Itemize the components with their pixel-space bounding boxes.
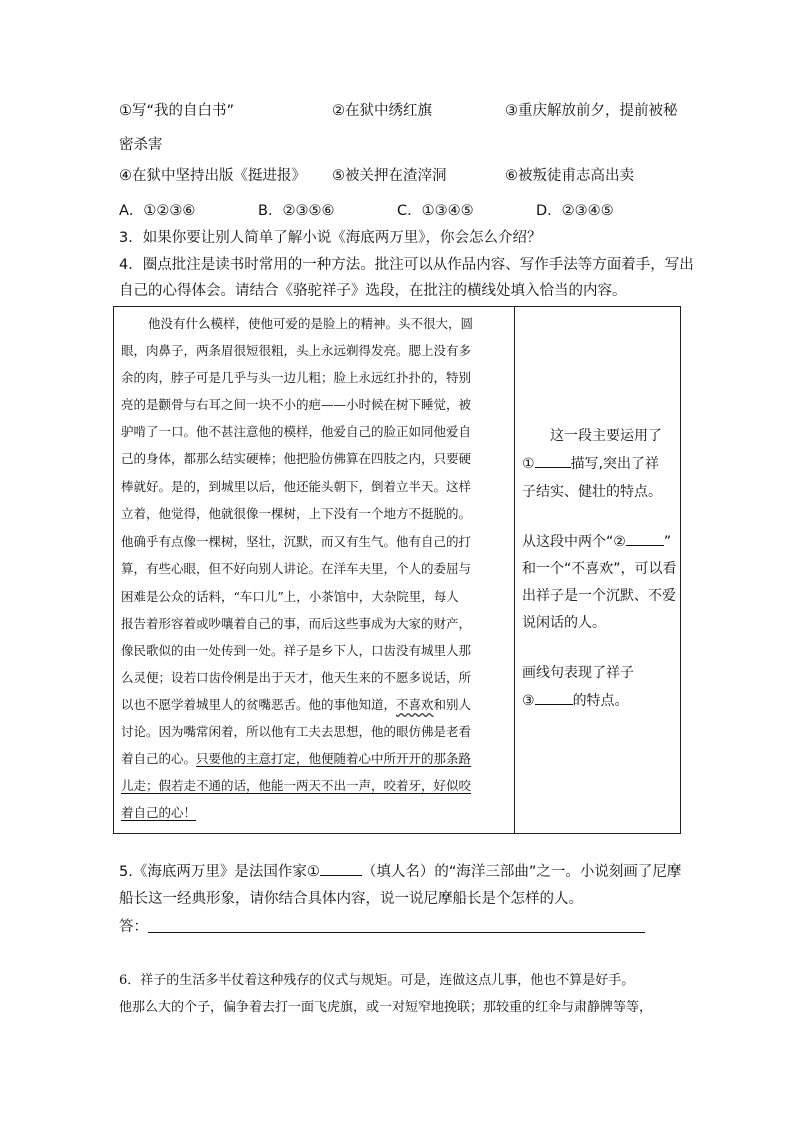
annotation-2-line-3: 出祥子是一个沉默、不爱 xyxy=(522,588,676,604)
passage-line: 亮的是颧骨与右耳之间一块不小的疤——小时候在树下睡觉，被 xyxy=(121,397,472,412)
question-5-line-1 xyxy=(119,860,681,881)
annotation-3-line-1: 画线句表现了祥子 xyxy=(522,665,634,681)
option-6: ⑥被叛徒甫志高出卖 xyxy=(505,168,634,184)
question-text: 5.《海底两万里》是法国作家① xyxy=(119,864,320,880)
passage-line: 驴啃了一口。他不甚注意他的模样，他爱自己的脸正如同他爱自 xyxy=(121,424,472,439)
option-2: ②在狱中绣红旗 xyxy=(332,103,432,119)
question-text: （填人名）的“海洋三部曲”之一。小说刻画了尼摩 xyxy=(361,864,682,880)
passage-text: 着自己的心。 xyxy=(121,751,197,766)
question-4-line-2: 自己的心得体会。请结合《骆驼祥子》选段，在批注的横线处填入恰当的内容。 xyxy=(119,283,627,299)
choice-a: A．①②③⑥ xyxy=(119,203,196,219)
annotation-text: 从这段中两个“② xyxy=(522,534,626,550)
answer-label: 答： xyxy=(119,919,148,935)
annotation-1-line-2 xyxy=(522,453,659,473)
choice-d: D．②③④⑤ xyxy=(536,203,614,219)
annotation-1-line-3: 子结实、健壮的特点。 xyxy=(522,484,662,500)
underlined-sentence: 只要他的主意打定，他便随着心中所开开的那条路 xyxy=(196,751,472,766)
blank-3[interactable] xyxy=(535,690,573,705)
answer-line[interactable] xyxy=(148,932,645,933)
passage-line: 棒就好。是的，到城里以后，他还能头朝下，倒着立半天。这样 xyxy=(121,479,472,494)
passage-line: 他没有什么模样，使他可爱的是脸上的精神。头不很大，圆 xyxy=(148,316,474,331)
question-4-line-1: 4．圈点批注是读书时常用的一种方法。批注可以从作品内容、写作手法等方面着手，写出 xyxy=(119,257,694,273)
passage-line xyxy=(121,803,196,821)
passage-line: 讨论。因为嘴常闲着，所以他有工夫去思想，他的眼仿佛是老看 xyxy=(121,724,472,739)
choice-b: B．②③⑤⑥ xyxy=(258,203,335,219)
annotation-3-line-2 xyxy=(522,690,629,710)
question-6-line-1: 6．祥子的生活多半仗着这种残存的仪式与规矩。可是，连做这点儿事，他也不算是好手。 xyxy=(119,973,635,988)
passage-line: 立着，他觉得，他就很像一棵树，上下没有一个地方不挺脱的。 xyxy=(121,506,472,521)
annotation-2-line-2: 和一个“不喜欢”，可以看 xyxy=(522,561,677,577)
annotation-2-line-4: 说闲话的人。 xyxy=(522,615,606,631)
question-3: 3．如果你要让别人简单了解小说《海底两万里》，你会怎么介绍？ xyxy=(119,230,542,246)
passage-line: 像民歌似的由一处传到一处。祥子是乡下人，口齿没有城里人那 xyxy=(121,643,472,658)
author-blank[interactable] xyxy=(320,861,362,876)
passage-line: 算，有些心眼，但不好向别人讲论。在洋车夫里，个人的委屈与 xyxy=(121,561,472,576)
annotation-1-line-1: 这一段主要运用了 xyxy=(550,428,662,444)
passage-text: 和别人 xyxy=(433,697,472,712)
blank-number: ① xyxy=(522,456,535,472)
passage-line: 己的身体，都那么结实硬棒；他把脸仿佛算在四肢之内，只要硬 xyxy=(121,451,472,466)
option-5: ⑤被关押在渣滓洞 xyxy=(332,168,447,184)
option-4: ④在狱中坚持出版《挺进报》 xyxy=(119,168,306,184)
underlined-sentence: 着自己的心！ xyxy=(121,805,197,820)
option-1: ①写“我的自白书” xyxy=(119,103,235,119)
choice-c: C．①③④⑤ xyxy=(397,203,474,219)
passage-line: 困难是公众的话料，“车口儿”上，小茶馆中，大杂院里，每人 xyxy=(121,589,459,604)
passage-line xyxy=(121,776,471,794)
passage-line: 么灵便；设若口齿伶俐是出于天才，他天生来的不愿多说话，所 xyxy=(121,670,472,685)
wavy-marked-word: 不喜欢 xyxy=(396,697,434,712)
annotation-text: 描写,突出了祥 xyxy=(570,456,660,472)
option-3: ③重庆解放前夕，提前被秘 xyxy=(505,103,678,119)
blank-1[interactable] xyxy=(535,453,571,468)
annotation-text: ” xyxy=(663,534,672,550)
passage-line xyxy=(121,749,471,767)
table-divider xyxy=(514,306,515,834)
passage-text: 以也不愿学着城里人的贫嘴恶舌。他的事他知道， xyxy=(121,697,397,712)
question-6-line-2: 他那么大的个子，偏争着去打一面飞虎旗，或一对短窄地挽联；那较重的红伞与肃静牌等等， xyxy=(119,1000,653,1015)
annotation-2-line-1 xyxy=(522,531,671,551)
annotation-text: 的特点。 xyxy=(572,693,629,709)
passage-line: 眼，肉鼻子，两条眉很短很粗，头上永远剃得发亮。腮上没有多 xyxy=(121,343,472,358)
passage-line: 余的肉，脖子可是几乎与头一边儿粗；脸上永远红扑扑的，特别 xyxy=(121,370,472,385)
option-3-continued: 密杀害 xyxy=(119,137,163,153)
passage-line: 他确乎有点像一棵树，坚壮，沉默，而又有生气。他有自己的打 xyxy=(121,534,472,549)
passage-line: 报告着形容着或吵嚷着自己的事，而后这些事成为大家的财产， xyxy=(121,616,472,631)
blank-2[interactable] xyxy=(626,531,664,546)
blank-number: ③ xyxy=(522,693,535,709)
passage-line xyxy=(121,695,471,713)
question-5-line-2: 船长这一经典形象，请你结合具体内容，说一说尼摩船长是个怎样的人。 xyxy=(119,891,583,907)
underlined-sentence: 儿走；假若走不通的话，他能一两天不出一声，咬着牙，好似咬 xyxy=(121,778,472,793)
